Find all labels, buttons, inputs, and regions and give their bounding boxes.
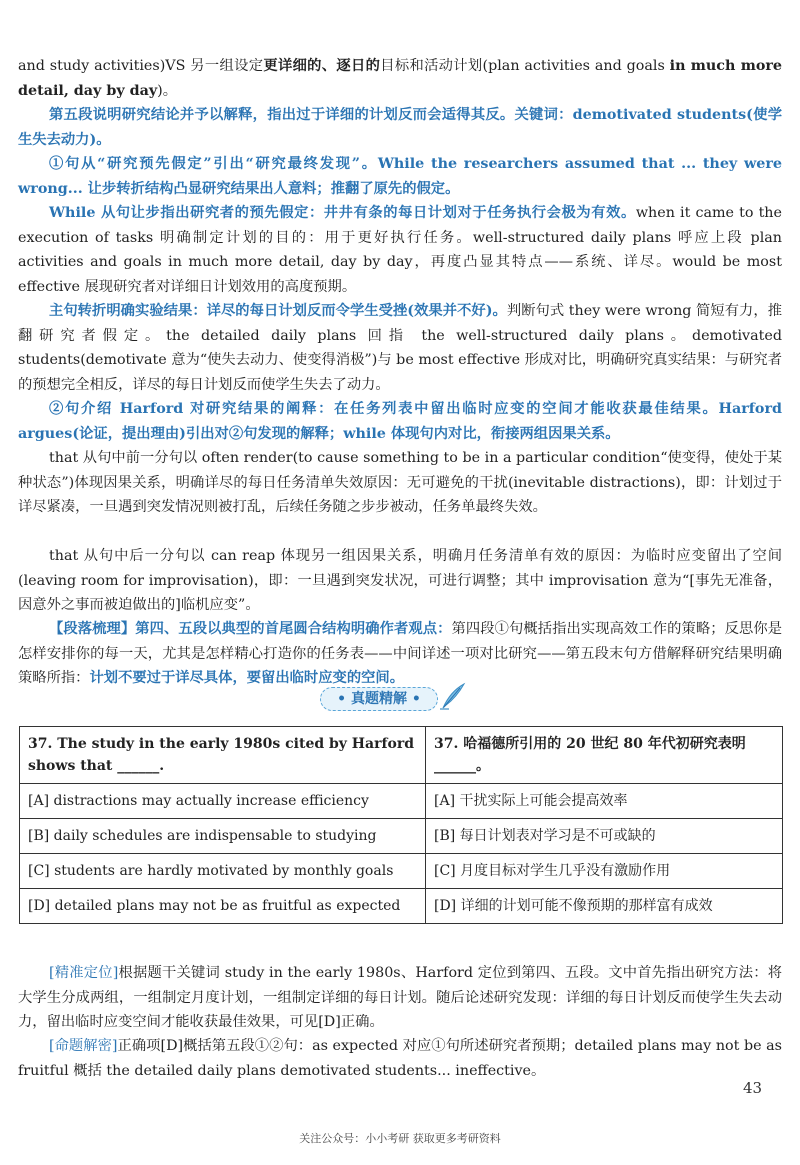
analysis-text-span: 正确项[D]概括第五段①②句：as expected 对应①句所述研究者预期；detailed plans may not be as fruitful 概括 the detailed daily plans demotivated students... ineffective。 [18,1038,782,1079]
body-paragraph [18,299,782,397]
option-a-en: [A] distractions may actually increase efficiency [20,784,426,819]
footer-note: 关注公众号：小小考研 获取更多考研资料 [299,1132,501,1145]
option-b-zh: [B] 每日计划表对学习是不可或缺的 [426,819,783,854]
body-text-span: 第五段说明研究结论并予以解释，指出过于详细的计划反而会适得其反。关键词：demotivated students(使学生失去动力)。 [18,107,782,148]
analysis-text-span: 根据题干关键词 study in the early 1980s、Harford 定位到第四、五段。文中首先指出研究方法：将大学生分成两组，一组制定月度计划，一组制定详细的每日计划。随后论述研究发现：详细的每日计划反而使学生失去动力，留出临时应变空间才能收获最佳效果，可见[D]正确。 [18,965,782,1030]
body-text-span: when it came to the execution of tasks 明确制定计划的目的：用于更好执行任务。well-structured daily plans 呼应上段 plan activities and goals in much more detail, day by day，再度凸显其特点——系统、详尽。would be most effective 展现研究者对详细日计划效用的高度预期。 [18,205,782,295]
body-paragraph [18,397,782,446]
option-row [20,889,783,924]
option-b-en: [B] daily schedules are indispensable to studying [20,819,426,854]
body-paragraph [18,446,782,520]
body-paragraph [18,201,782,299]
option-row [20,819,783,854]
body-text-span: 第四段①句概括指出实现高效工作的策略；反思你是怎样安排你的每一天，尤其是怎样精心打造你的任务表——中间详述一项对比研究——第五段末句方借解释研究结果明确策略所指： [18,621,783,686]
quill-pen-icon [437,681,467,711]
body-paragraph [18,617,782,691]
question-stem-zh: 37. 哈福德所引用的 20 世纪 80 年代初研究表明______。 [426,727,783,784]
body-text-span: that 从句中后一分句以 can reap 体现另一组因果关系，明确月任务清单有效的原因：为临时应变留出了空间(leaving room for improvisation)，即：一旦遇到突发状况，可进行调整；其中 improvisation 意为“[事先无准备，因意外之事而被迫做出的]临机应变”。 [18,548,782,613]
option-c-en: [C] students are hardly motivated by monthly goals [20,854,426,889]
body-text-span: ②句介绍 Harford 对研究结果的阐释：在任务列表中留出临时应变的空间才能收获最佳结果。Harford argues(论证，提出理由)引出对②句发现的解释；while 体现句内对比，衔接两组因果关系。 [18,401,782,442]
option-row [20,784,783,819]
page-number: 43 [743,1079,763,1097]
body-text-span: 更详细的、逐日的 [263,58,381,74]
body-text-span: 计划不要过于详尽具体，要留出临时应变的空间。 [89,670,405,686]
option-a-zh: [A] 干扰实际上可能会提高效率 [426,784,783,819]
body-text-span: While 从句让步指出研究者的预先假定：井井有条的每日计划对于任务执行会极为有效。 [49,205,636,221]
body-paragraph [18,152,782,201]
body-text-span: 判断句式 they were wrong 简短有力，推翻研究者假定。the detailed daily plans 回指 the well-structured daily plans。demotivated students(demotivate 意为“使失去动力、使变得消极”)与 be most effective 形成对比，明确研究真实结果：与研究者的预想完全相反，详尽的每日计划反而使学生失去了动力。 [18,303,782,393]
option-row [20,854,783,889]
body-text-span: in much more detail, day by day [18,58,782,99]
analysis-text-span: [命题解密] [49,1038,118,1054]
analysis-text-span: [精准定位] [49,965,119,981]
body-text-span: ①句从“研究预先假定”引出“研究最终发现”。While the researchers assumed that ... they were wrong... 让步转折结构凸显研究结果出人意料；推翻了原先的假定。 [18,156,782,197]
option-d-zh: [D] 详细的计划可能不像预期的那样富有成效 [426,889,783,924]
body-text-span: )。 [157,82,178,99]
option-d-en: [D] detailed plans may not be as fruitful as expected [20,889,426,924]
analysis-paragraph [18,961,782,1035]
question-table [19,726,783,924]
question-stem-en: 37. The study in the early 1980s cited by Harford shows that ______. [20,727,426,784]
body-text-span: 目标和活动计划(plan activities and goals [380,58,670,74]
body-paragraph [18,103,782,152]
body-paragraph [18,544,782,618]
body-text-span: and study activities)VS 另一组设定 [18,58,264,74]
body-text-span: 【段落梳理】第四、五段以典型的首尾圆合结构明确作者观点： [49,621,452,637]
body-paragraph [18,54,782,103]
section-banner: • 真题精解 • [320,687,438,711]
body-text-span: 主句转折明确实验结果：详尽的每日计划反而令学生受挫(效果并不好)。 [49,303,507,319]
option-c-zh: [C] 月度目标对学生几乎没有激励作用 [426,854,783,889]
body-text-span: that 从句中前一分句以 often render(to cause something to be in a particular condition“使变得，使处于某种状态”)体现因果关系，明确详尽的每日任务清单失效原因：无可避免的干扰(inevitable distractions)，即：计划过于详尽紧凑，一旦遇到突发情况则被打乱，后续任务随之步步被动，任务单最终失效。 [18,450,782,515]
question-stem-row [20,727,783,784]
analysis-paragraph [18,1034,782,1083]
